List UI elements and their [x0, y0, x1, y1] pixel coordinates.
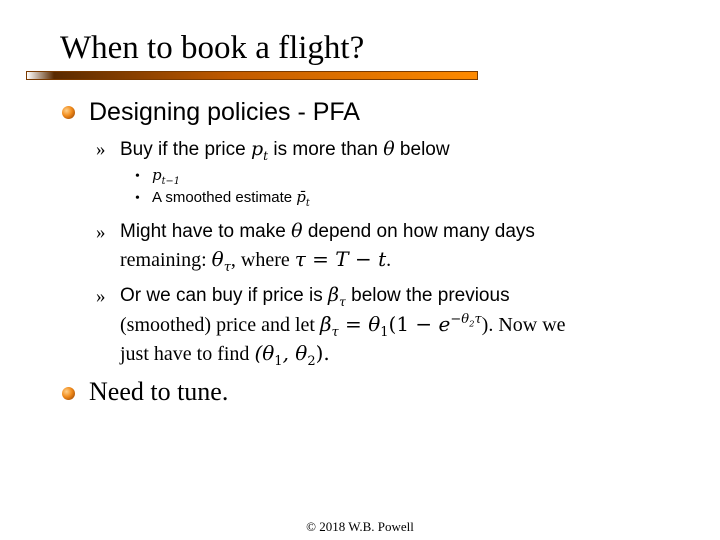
- bullet-ball-icon: [62, 106, 75, 119]
- subbullet-beta-line3: just have to find ($\theta_1$, $\theta_2$).: [120, 341, 330, 369]
- subbullet-theta-depend-line2: remaining: $\theta_\tau$, where τ = T − t.: [120, 247, 392, 275]
- bullet-designing-policies: Designing policies - PFA: [89, 98, 360, 126]
- subbullet-marker: »: [96, 139, 106, 160]
- subbullet-beta-line2: (smoothed) price and let $\beta_\tau = \theta_1(1 - e^{-\theta_2\tau})$. Now we: [120, 312, 566, 340]
- subbullet-theta-depend-line1: Might have to make θ depend on how many days: [120, 220, 535, 242]
- subsub-marker: •: [135, 191, 140, 206]
- subsub-smoothed-estimate: A smoothed estimate $p̄_t$: [152, 188, 310, 209]
- subbullet-marker: »: [96, 286, 106, 307]
- bullet-ball-icon: [62, 387, 75, 400]
- subsub-marker: •: [135, 169, 140, 184]
- subbullet-beta-line1: Or we can buy if price is $\beta_\tau$ below the previous: [120, 284, 510, 309]
- subsub-p-t-minus-1: $p_{t-1}$: [152, 166, 180, 187]
- slide-title: When to book a flight?: [60, 30, 365, 66]
- subbullet-marker: »: [96, 222, 106, 243]
- footer-copyright: © 2018 W.B. Powell: [306, 519, 414, 534]
- subbullet-buy-if-price: Buy if the price $p_t$ is more than θ below: [120, 138, 450, 163]
- title-underline-bar: [26, 71, 478, 80]
- bullet-need-to-tune: Need to tune.: [89, 377, 229, 406]
